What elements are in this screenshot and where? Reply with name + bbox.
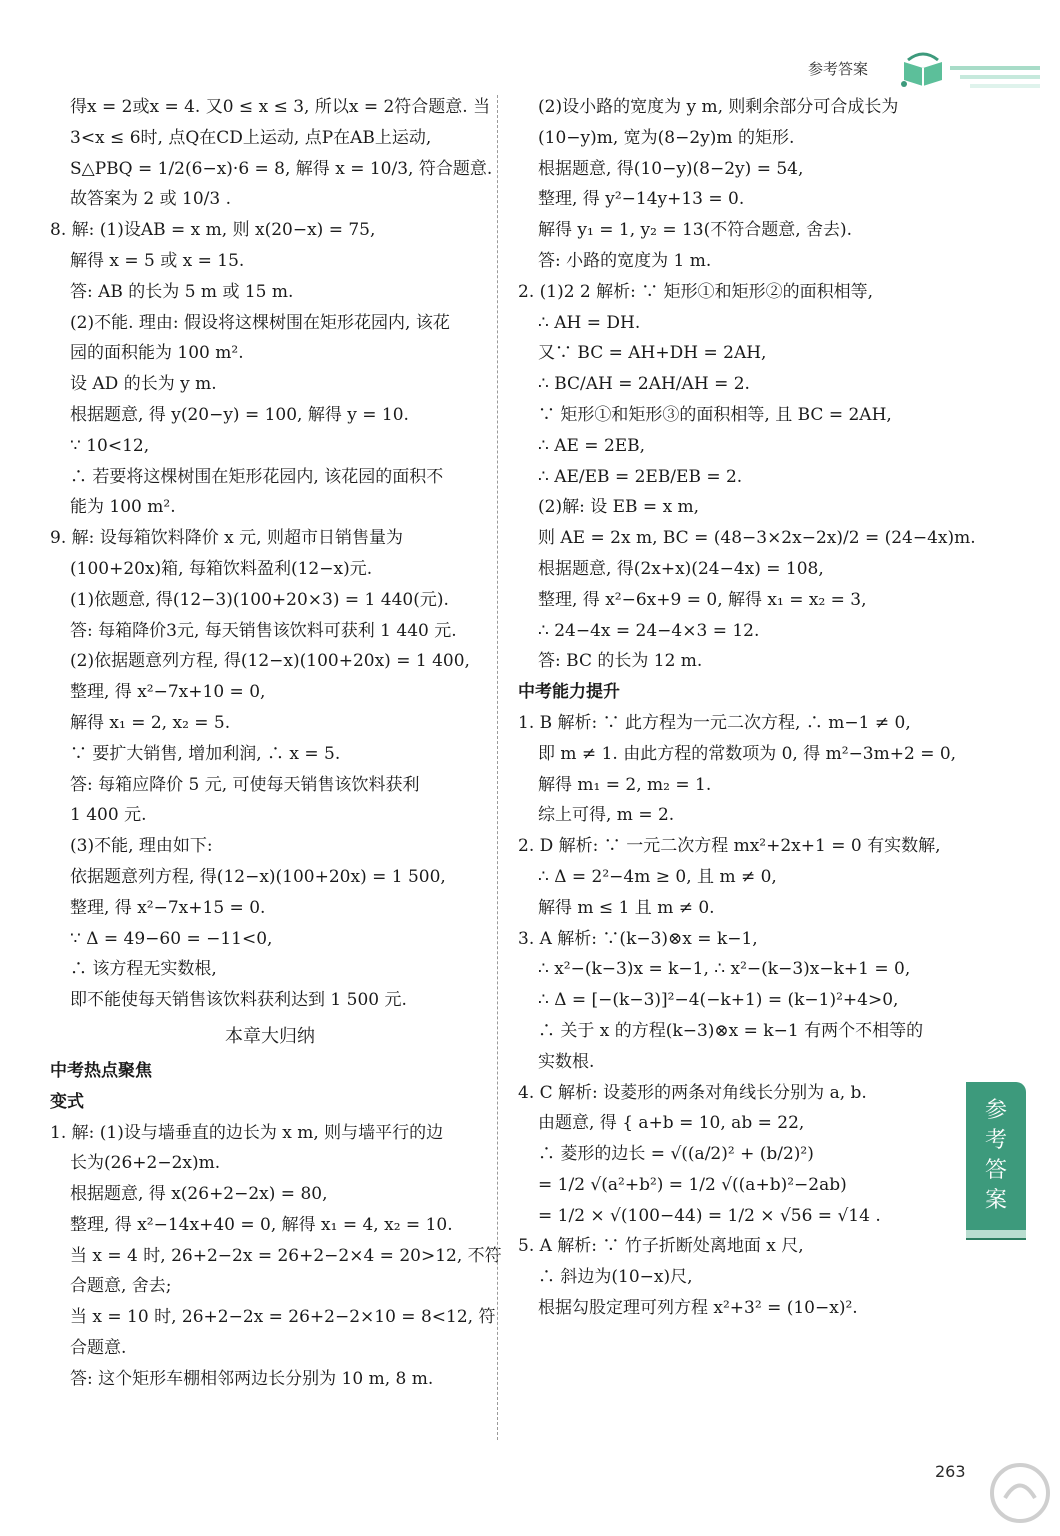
text-line: 园的面积能为 100 m².: [70, 343, 244, 364]
text-line: 解得 y₁ = 1, y₂ = 13(不符合题意, 舍去).: [538, 220, 853, 241]
text-line: 得x = 2或x = 4. 又0 ≤ x ≤ 3, 所以x = 2符合题意. 当: [70, 97, 491, 117]
text-line: (1)依题意, 得(12−3)(100+20×3) = 1 440(元).: [70, 589, 449, 610]
text-line: ∴ BC/AH = 2AH/AH = 2.: [538, 374, 750, 395]
question-2: 2. D 解析: ∵ 一元二次方程 mx²+2x+1 = 0 有实数解,: [518, 836, 941, 857]
text-line: 能为 100 m².: [70, 497, 176, 518]
text-line: 整理, 得 x²−14x+40 = 0, 解得 x₁ = 4, x₂ = 10.: [70, 1214, 453, 1235]
question-9: 9. 解: 设每箱饮料降价 x 元, 则超市日销售量为: [50, 528, 403, 549]
text-line: ∴ x²−(k−3)x = k−1, ∴ x²−(k−3)x−k+1 = 0,: [538, 959, 911, 980]
question-1: 1. B 解析: ∵ 此方程为一元二次方程, ∴ m−1 ≠ 0,: [518, 712, 911, 733]
text-line: 整理, 得 x²−7x+15 = 0.: [70, 897, 266, 918]
text-line: ∵ Δ = 49−60 = −11<0,: [70, 928, 273, 949]
text-line: (3)不能, 理由如下:: [70, 836, 213, 857]
side-tab-underline: [966, 1238, 1026, 1240]
text-line: 依据题意列方程, 得(12−x)(100+20x) = 1 500,: [70, 866, 446, 887]
text-line: 答: BC 的长为 12 m.: [538, 651, 703, 672]
text-line: ∴ 24−4x = 24−4×3 = 12.: [538, 620, 760, 641]
watermark-logo-icon: [985, 1458, 1055, 1528]
text-line: 答: 每箱降价3元, 每天销售该饮料可获利 1 440 元.: [70, 620, 457, 641]
text-line: 答: 每箱应降价 5 元, 可使每天销售该饮料获利: [70, 774, 420, 795]
text-line: 又∵ BC = AH+DH = 2AH,: [538, 343, 767, 364]
text-line: 当 x = 10 时, 26+2−2x = 26+2−2×10 = 8<12, 符: [70, 1307, 496, 1328]
text-line: 1 400 元.: [70, 805, 147, 826]
question-3: 3. A 解析: ∵(k−3)⊗x = k−1,: [518, 928, 758, 949]
section-title: 本章大归纳: [225, 1025, 315, 1047]
text-line: 长为(26+2−2x)m.: [70, 1153, 221, 1174]
column-divider: [497, 95, 498, 1440]
text-line: (100+20x)箱, 每箱饮料盈利(12−x)元.: [70, 558, 373, 579]
text-line: 解得 x₁ = 2, x₂ = 5.: [70, 712, 231, 733]
text-line: 3<x ≤ 6时, 点Q在CD上运动, 点P在AB上运动,: [70, 127, 432, 148]
text-line: 根据题意, 得 x(26+2−2x) = 80,: [70, 1184, 328, 1205]
text-line: 实数根.: [538, 1051, 595, 1072]
book-logo-icon: [900, 50, 946, 90]
text-line: 整理, 得 x²−6x+9 = 0, 解得 x₁ = x₂ = 3,: [538, 589, 867, 610]
text-line: ∵ 要扩大销售, 增加利润, ∴ x = 5.: [70, 743, 341, 764]
text-line: ∵ 10<12,: [70, 435, 150, 456]
text-line: 综上可得, m = 2.: [538, 805, 675, 826]
question-1: 1. 解: (1)设与墙垂直的边长为 x m, 则与墙平行的边: [50, 1122, 444, 1143]
text-line: ∴ 斜边为(10−x)尺,: [538, 1267, 693, 1288]
question-4: 4. C 解析: 设菱形的两条对角线长分别为 a, b.: [518, 1082, 867, 1103]
text-line: ∴ 若要将这棵树围在矩形花园内, 该花园的面积不: [70, 466, 444, 487]
text-line: 当 x = 4 时, 26+2−2x = 26+2−2×4 = 20>12, 不符: [70, 1245, 502, 1266]
section-heading: 中考热点聚焦: [50, 1060, 152, 1081]
page-number: 263: [935, 1462, 966, 1481]
question-5: 5. A 解析: ∵ 竹子折断处离地面 x 尺,: [518, 1236, 804, 1257]
text-line: = 1/2 √(a²+b²) = 1/2 √((a+b)²−2ab): [538, 1174, 847, 1195]
text-line: (2)不能. 理由: 假设将这棵树围在矩形花园内, 该花: [70, 312, 450, 333]
text-line: S△PBQ = 1/2(6−x)·6 = 8, 解得 x = 10/3, 符合题意.: [70, 158, 493, 179]
text-line: ∵ 矩形①和矩形③的面积相等, 且 BC = 2AH,: [538, 404, 892, 425]
text-line: 答: AB 的长为 5 m 或 15 m.: [70, 281, 294, 302]
decorative-bars-icon: [950, 62, 1040, 92]
text-line: 解得 m ≤ 1 且 m ≠ 0.: [538, 897, 715, 918]
right-column: [518, 92, 976, 1324]
text-line: 则 AE = 2x m, BC = (48−3×2x−2x)/2 = (24−4x)m.: [538, 528, 976, 549]
text-line: (10−y)m, 宽为(8−2y)m 的矩形.: [538, 127, 795, 148]
text-line: 设 AD 的长为 y m.: [70, 374, 217, 395]
text-line: (2)设小路的宽度为 y m, 则剩余部分可合成长为: [538, 97, 899, 117]
subsection-heading: 变式: [50, 1091, 84, 1112]
question-2: 2. (1)2 2 解析: ∵ 矩形①和矩形②的面积相等,: [518, 281, 874, 302]
text-line: 根据题意, 得 y(20−y) = 100, 解得 y = 10.: [70, 404, 409, 425]
text-line: 答: 这个矩形车棚相邻两边长分别为 10 m, 8 m.: [70, 1368, 434, 1389]
text-line: 根据题意, 得(2x+x)(24−4x) = 108,: [538, 558, 824, 579]
text-line: (2)解: 设 EB = x m,: [538, 497, 700, 518]
text-line: ∴ AE = 2EB,: [538, 435, 646, 456]
text-line: ∴ Δ = [−(k−3)]²−4(−k+1) = (k−1)²+4>0,: [538, 990, 899, 1011]
text-line: ∴ 该方程无实数根,: [70, 959, 217, 980]
left-column: [50, 92, 502, 1395]
text-line: 整理, 得 y²−14y+13 = 0.: [538, 189, 745, 210]
text-line: 根据题意, 得(10−y)(8−2y) = 54,: [538, 158, 804, 179]
text-line: 即不能使每天销售该饮料获利达到 1 500 元.: [70, 990, 407, 1011]
text-line: 解得 x = 5 或 x = 15.: [70, 250, 245, 271]
text-line: ∴ AE/EB = 2EB/EB = 2.: [538, 466, 743, 487]
text-line: = 1/2 × √(100−44) = 1/2 × √56 = √14 .: [538, 1205, 881, 1226]
text-line: ∴ Δ = 2²−4m ≥ 0, 且 m ≠ 0,: [538, 866, 777, 887]
text-line: 根据勾股定理可列方程 x²+3² = (10−x)².: [538, 1298, 858, 1319]
text-line: 即 m ≠ 1. 由此方程的常数项为 0, 得 m²−3m+2 = 0,: [538, 743, 957, 764]
answer-key-tab: [966, 1082, 1026, 1230]
text-line: 由题意, 得 { a+b = 10, ab = 22,: [538, 1113, 805, 1134]
text-line: 故答案为 2 或 10/3 .: [70, 189, 232, 210]
side-tab-label: 参考答案: [984, 1098, 1007, 1213]
text-line: ∴ 菱形的边长 = √((a/2)² + (b/2)²): [538, 1144, 814, 1165]
header-title: 参考答案: [808, 60, 869, 78]
text-line: 合题意.: [70, 1338, 127, 1359]
question-8: 8. 解: (1)设AB = x m, 则 x(20−x) = 75,: [50, 220, 376, 241]
text-line: 解得 m₁ = 2, m₂ = 1.: [538, 774, 712, 795]
text-line: 答: 小路的宽度为 1 m.: [538, 250, 712, 271]
text-line: (2)依据题意列方程, 得(12−x)(100+20x) = 1 400,: [70, 651, 470, 672]
section-heading: 中考能力提升: [518, 682, 620, 703]
text-line: 整理, 得 x²−7x+10 = 0,: [70, 682, 266, 703]
text-line: ∴ AH = DH.: [538, 312, 641, 333]
text-line: 合题意, 舍去;: [70, 1276, 172, 1297]
text-line: ∴ 关于 x 的方程(k−3)⊗x = k−1 有两个不相等的: [538, 1020, 924, 1041]
